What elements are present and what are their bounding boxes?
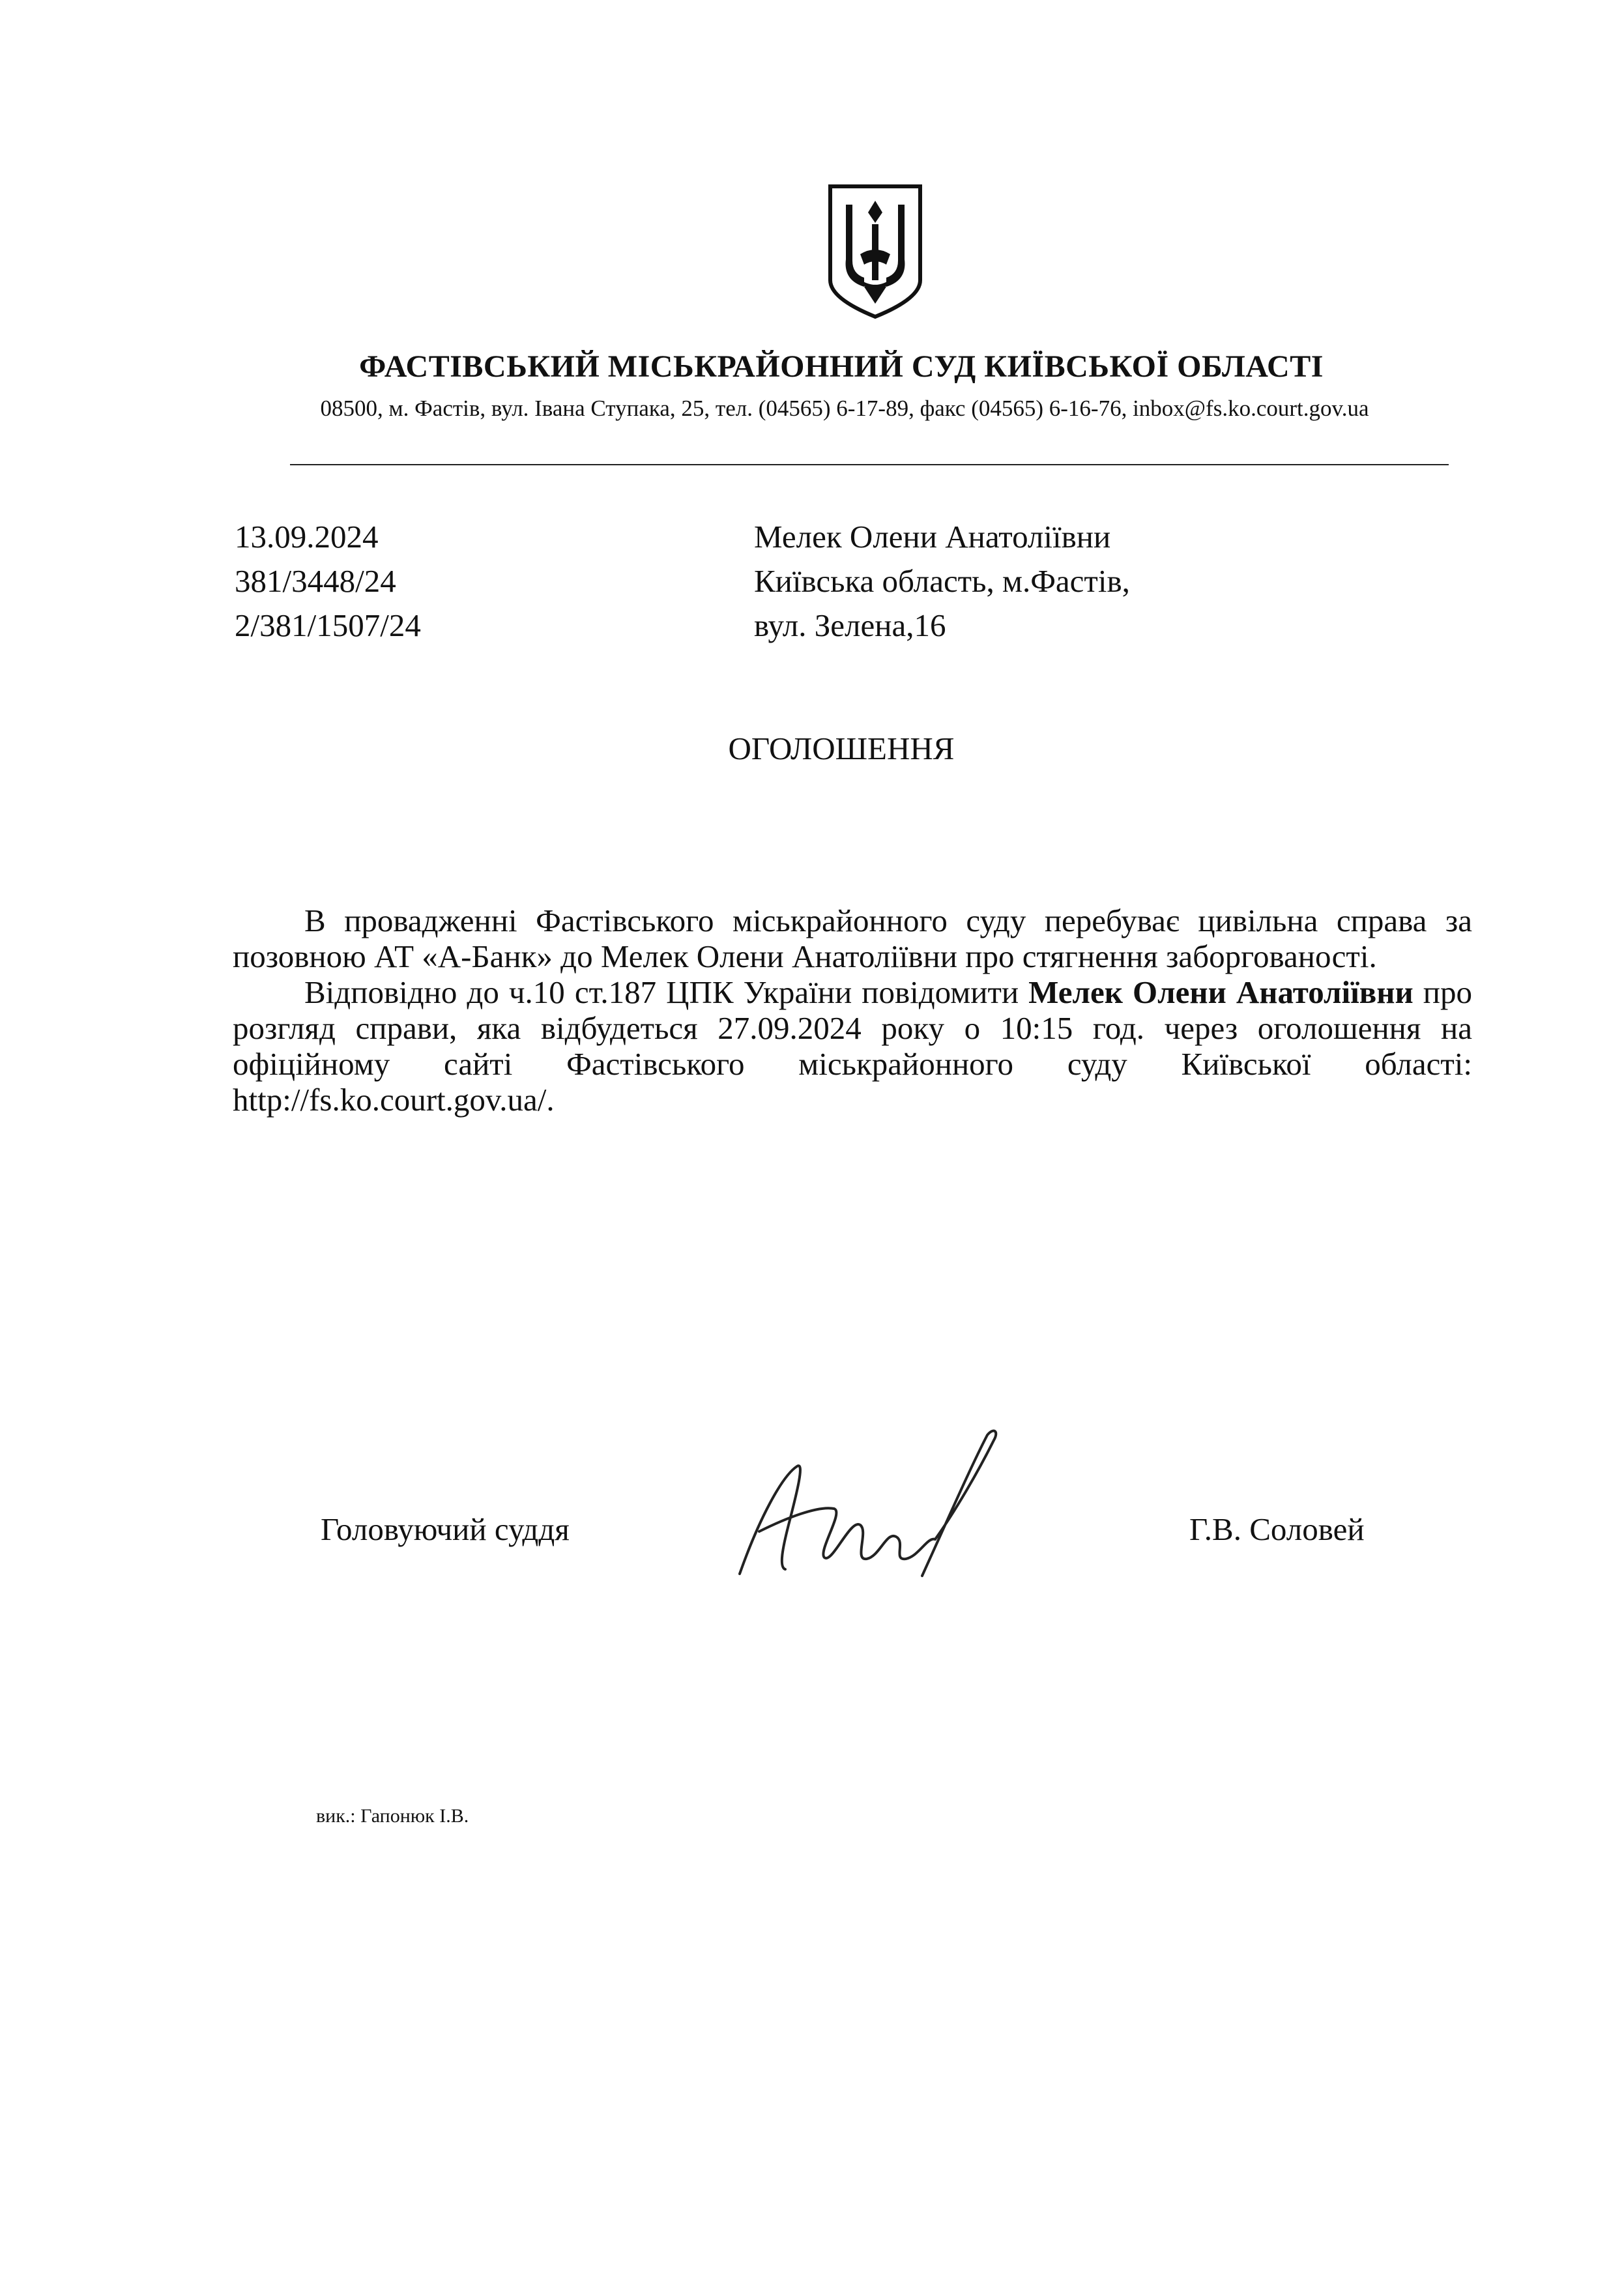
handwritten-signature-icon bbox=[720, 1421, 1020, 1597]
document-title: ОГОЛОШЕННЯ bbox=[728, 731, 955, 766]
paragraph-2-end: про розгляд справи, яка відбудеться 27.09.2024 року о 10:15 год. через оголошення на офіційному сайті Фастівського міськрайонного суду Київської області: http://fs.ko.court.gov.ua/. bbox=[233, 974, 1472, 1118]
document-date: 13.09.2024 bbox=[235, 519, 379, 555]
signer-position: Головуючий суддя bbox=[321, 1511, 570, 1547]
signer-name: Г.В. Соловей bbox=[1189, 1511, 1365, 1547]
header-divider bbox=[290, 464, 1449, 465]
court-name: ФАСТІВСЬКИЙ МІСЬКРАЙОННИЙ СУД КИЇВСЬКОЇ ОБЛАСТІ bbox=[359, 349, 1324, 384]
executor-note: вик.: Гапонюк І.В. bbox=[316, 1805, 469, 1827]
document-meta bbox=[235, 515, 421, 648]
case-number: 381/3448/24 bbox=[235, 563, 396, 599]
defendant-name-bold: Мелек Олени Анатоліївни bbox=[1028, 974, 1414, 1010]
body-paragraph-2 bbox=[233, 974, 1472, 1118]
body-paragraph-1: В провадженні Фастівського міськрайонного суду перебуває цивільна справа за позовною АТ «А-Банк» до Мелек Олени Анатоліївни про стягнення заборгованості. bbox=[233, 903, 1472, 974]
paragraph-2-start: Відповідно до ч.10 ст.187 ЦПК України повідомити bbox=[304, 974, 1029, 1010]
addressee-region-city: Київська область, м.Фастів, bbox=[754, 563, 1130, 599]
addressee-street: вул. Зелена,16 bbox=[754, 607, 946, 643]
addressee-block bbox=[754, 515, 1130, 648]
addressee-name: Мелек Олени Анатоліївни bbox=[754, 519, 1111, 555]
trident-coat-of-arms-icon bbox=[826, 182, 924, 321]
document-body bbox=[233, 903, 1472, 1118]
court-address: 08500, м. Фастів, вул. Івана Ступака, 25, тел. (04565) 6-17-89, факс (04565) 6-16-76, inbox@fs.ko.court.gov.ua bbox=[320, 396, 1369, 421]
proceeding-number: 2/381/1507/24 bbox=[235, 607, 421, 643]
